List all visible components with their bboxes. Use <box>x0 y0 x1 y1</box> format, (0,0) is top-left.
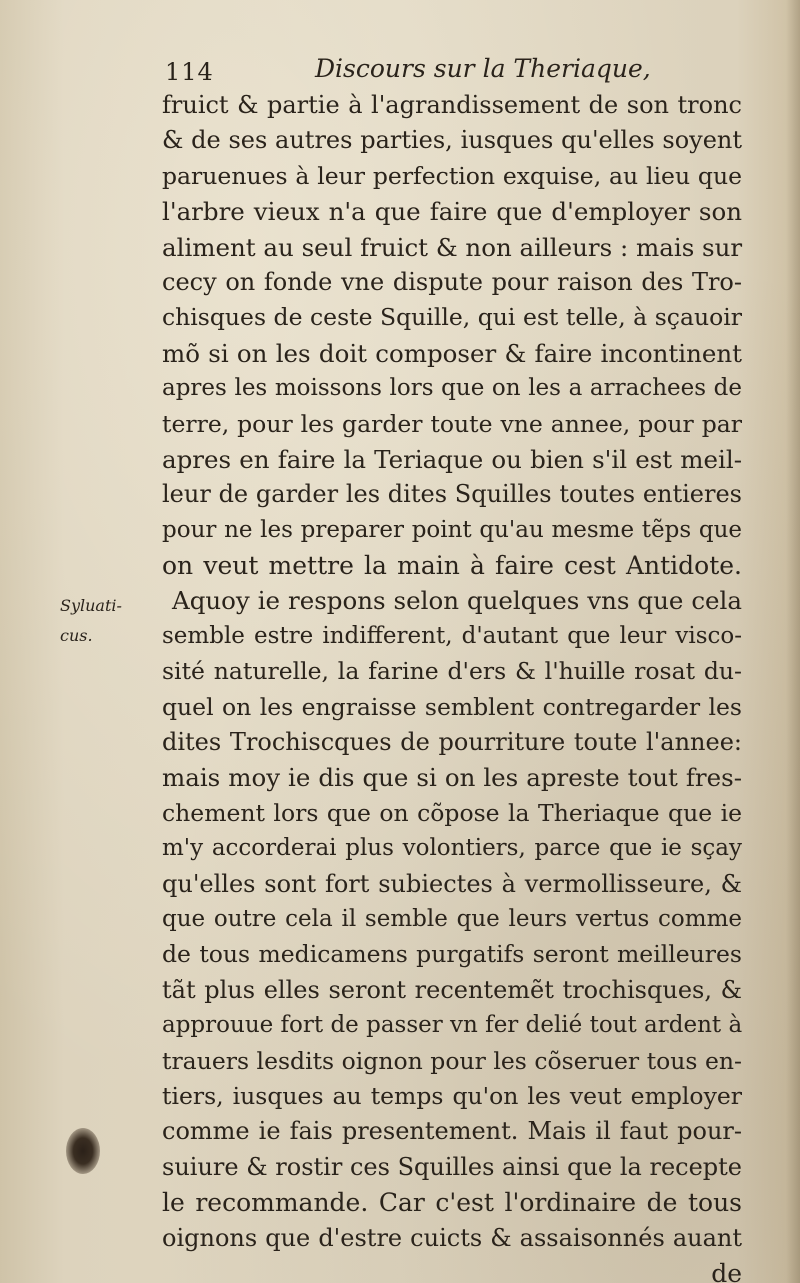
page-header <box>165 50 651 90</box>
text-line: l'arbre vieux n'a que faire que d'employer son <box>162 197 742 227</box>
text-line: apres en faire la Teriaque ou bien s'il est meil- <box>162 444 742 474</box>
text-line: tãt plus elles seront recentemẽt trochisques, & <box>162 975 742 1004</box>
text-line: trauers lesdits oignon pour les cõseruer tous en- <box>162 1046 742 1075</box>
text-line: terre, pour les garder toute vne annee, pour par <box>162 409 742 438</box>
text-line: comme ie fais presentement. Mais il faut pour- <box>162 1117 742 1146</box>
text-line: leur de garder les dites Squilles toutes entieres <box>162 480 742 509</box>
text-line: on veut mettre la main à faire cest Antidote. <box>162 551 742 581</box>
text-line: suiure & rostir ces Squilles ainsi que la recepte <box>162 1152 742 1181</box>
marginal-note-line: cus. <box>60 626 93 645</box>
text-line: apres les moissons lors que on les a arrachees de <box>162 375 742 402</box>
page-edge-shadow <box>786 0 800 1283</box>
text-line: mais moy ie dis que si on les apreste tout fres- <box>162 763 742 793</box>
text-line: de tous medicamens purgatifs seront meilleures <box>162 940 742 969</box>
text-line: fruict & partie à l'agrandissement de son tronc <box>162 91 742 119</box>
text-line: pour ne les preparer point qu'au mesme tẽps que <box>162 516 742 543</box>
marginal-note <box>60 591 156 651</box>
text-line: que outre cela il semble que leurs vertus comme <box>162 905 742 932</box>
text-line: semble estre indifferent, d'autant que leur visco- <box>162 622 742 649</box>
text-line: tiers, iusques au temps qu'on les veut employer <box>162 1081 742 1110</box>
text-line: m'y accorderai plus volontiers, parce que ie sçay <box>162 835 742 862</box>
text-line: oignons que d'estre cuicts & assaisonnés auant <box>162 1223 742 1252</box>
page-number: 114 <box>165 58 214 86</box>
text-line: chisques de ceste Squille, qui est telle, à sçauoir <box>162 303 742 332</box>
text-line: chement lors que on cõpose la Theriaque que ie <box>162 798 742 827</box>
text-line: dites Trochiscques de pourriture toute l'annee: <box>162 728 742 757</box>
text-line: Aquoy ie respons selon quelques vns que cela <box>172 586 742 616</box>
text-line: cecy on fonde vne dispute pour raison des Tro- <box>162 267 742 296</box>
text-block <box>162 88 742 1283</box>
text-line: qu'elles sont fort subiectes à vermollisseure, & <box>162 869 742 898</box>
text-line: & de ses autres parties, iusques qu'elles soyent <box>162 126 742 155</box>
text-line: approuue fort de passer vn fer delié tout ardent à <box>162 1012 743 1039</box>
text-line: le recommande. Car c'est l'ordinaire de tous <box>162 1188 742 1218</box>
marginal-note-line: Syluati- <box>60 596 122 615</box>
running-title: Discours sur la Theriaque, <box>315 54 651 83</box>
catchword: de <box>711 1258 742 1283</box>
text-line: sité naturelle, la farine d'ers & l'huille rosat du- <box>162 657 742 686</box>
text-line: quel on les engraisse semblent contregarder les <box>162 692 742 721</box>
text-line: aliment au seul fruict & non ailleurs : mais sur <box>162 232 743 262</box>
ink-stain <box>66 1128 100 1174</box>
text-line: mõ si on les doit composer & faire incontinent <box>162 338 742 368</box>
text-line: paruenues à leur perfection exquise, au lieu que <box>162 161 742 190</box>
